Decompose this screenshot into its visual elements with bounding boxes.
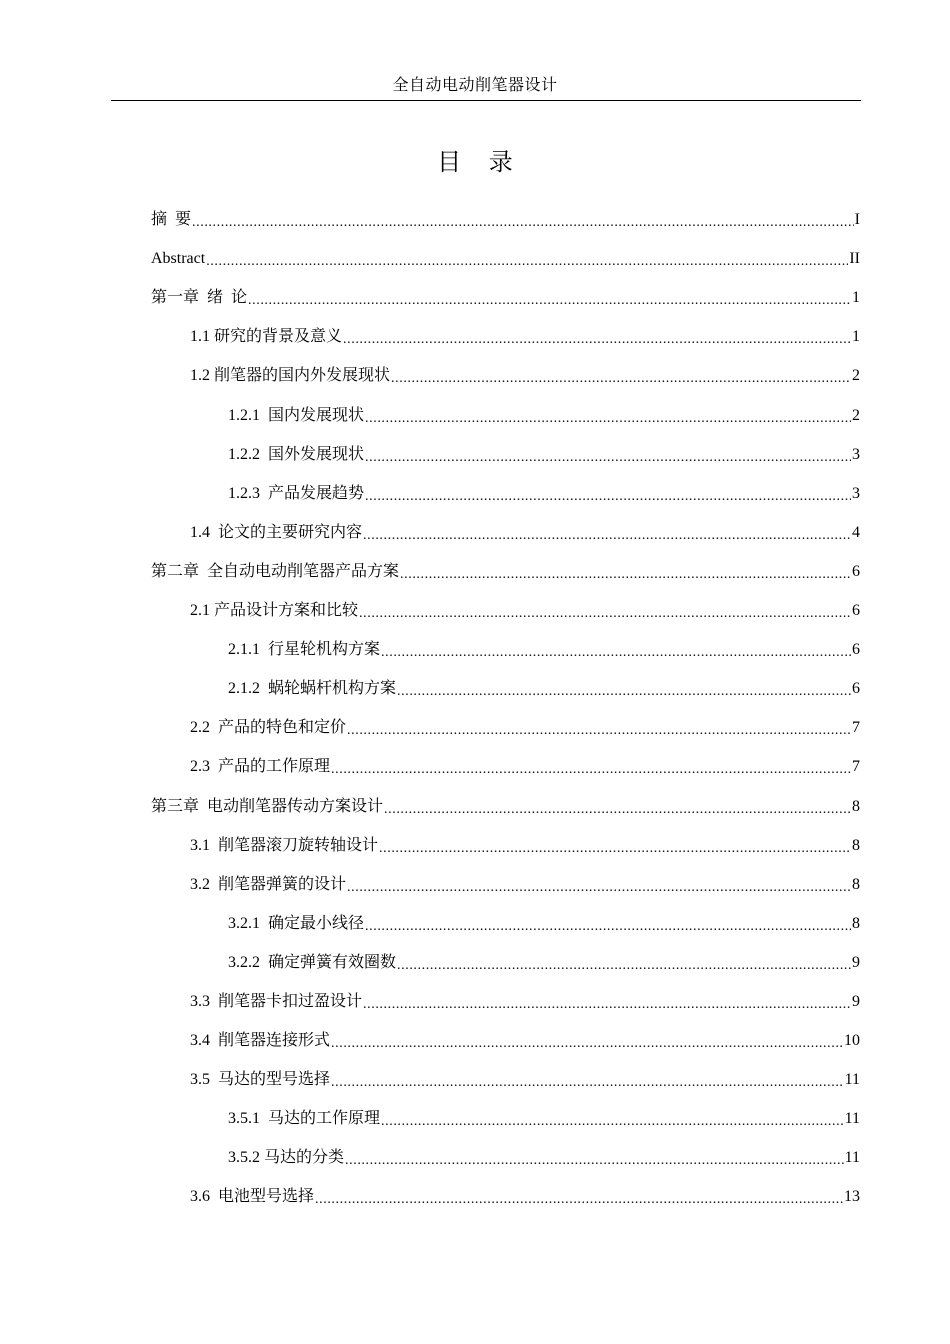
toc-entry-page-number: 2 (852, 406, 860, 424)
dot-leader (331, 1067, 844, 1093)
toc-entry-page-number: 7 (852, 719, 860, 737)
dot-leader (343, 324, 851, 350)
running-header-title: 全自动电动削笔器设计 (392, 77, 558, 94)
toc-entry-label: Abstract (151, 250, 206, 268)
toc-entry-label: 1.2.3 产品发展趋势 (228, 484, 365, 502)
dot-leader (331, 1028, 843, 1054)
toc-entry-page-number: 10 (844, 1032, 860, 1050)
toc-entry-label: 1.2.2 国外发展现状 (228, 445, 365, 463)
dot-leader (248, 285, 851, 311)
toc-entry-label: 2.2 产品的特色和定价 (190, 719, 347, 737)
dot-leader (345, 1145, 844, 1171)
toc-heading: 目 录 (437, 148, 523, 176)
toc-entry[interactable] (151, 663, 860, 702)
dot-leader (365, 442, 851, 468)
toc-entry-label: 1.2.1 国内发展现状 (228, 406, 365, 424)
dot-leader (359, 598, 851, 624)
toc-entry-page-number: I (854, 211, 860, 229)
dot-leader (381, 1106, 844, 1132)
dot-leader (400, 559, 851, 585)
toc-entry-page-number: 9 (852, 992, 860, 1010)
toc-entry-label: 1.2 削笔器的国内外发展现状 (190, 367, 391, 385)
dot-leader (192, 207, 854, 233)
toc-entry-label: 1.4 论文的主要研究内容 (190, 523, 363, 541)
toc-entry-label: 第二章 全自动电动削笔器产品方案 (151, 562, 400, 580)
toc-entry-page-number: 1 (852, 289, 860, 307)
toc-entry[interactable] (151, 624, 860, 663)
toc-entry[interactable] (151, 820, 860, 859)
toc-entry-page-number: 6 (852, 602, 860, 620)
toc-entry-label: 3.5 马达的型号选择 (190, 1071, 331, 1089)
toc-entry-page-number: 8 (852, 797, 860, 815)
toc-entry[interactable] (151, 546, 860, 585)
toc-entry[interactable] (151, 507, 860, 546)
toc-entry-label: 3.4 削笔器连接形式 (190, 1032, 331, 1050)
toc-entry-page-number: 6 (852, 680, 860, 698)
dot-leader (381, 637, 851, 663)
toc-entry[interactable] (151, 468, 860, 507)
toc-entry[interactable] (151, 429, 860, 468)
dot-leader (347, 715, 851, 741)
toc-entry-page-number: 4 (852, 523, 860, 541)
toc-entry-page-number: 2 (852, 367, 860, 385)
toc-entry[interactable] (151, 585, 860, 624)
table-of-contents (151, 194, 860, 1210)
toc-entry-page-number: 7 (852, 758, 860, 776)
toc-entry-page-number: 1 (852, 328, 860, 346)
dot-leader (365, 403, 851, 429)
toc-entry-label: 第三章 电动削笔器传动方案设计 (151, 797, 384, 815)
dot-leader (315, 1184, 843, 1210)
toc-entry[interactable] (151, 272, 860, 311)
toc-entry-label: 3.2 削笔器弹簧的设计 (190, 875, 347, 893)
toc-entry-label: 3.2.1 确定最小线径 (228, 914, 365, 932)
toc-entry[interactable] (151, 780, 860, 819)
toc-entry-label: 3.2.2 确定弹簧有效圈数 (228, 953, 397, 971)
toc-entry[interactable] (151, 1171, 860, 1210)
toc-entry-label: 2.1 产品设计方案和比较 (190, 602, 359, 620)
toc-entry-label: 1.1 研究的背景及意义 (190, 328, 343, 346)
toc-entry-page-number: 3 (852, 445, 860, 463)
toc-entry-page-number: 8 (852, 836, 860, 854)
toc-entry-page-number: 8 (852, 875, 860, 893)
toc-entry[interactable] (151, 1015, 860, 1054)
toc-entry-label: 2.3 产品的工作原理 (190, 758, 331, 776)
dot-leader (363, 520, 851, 546)
toc-entry-label: 摘 要 (151, 211, 192, 229)
toc-entry-label: 3.1 削笔器滚刀旋转轴设计 (190, 836, 379, 854)
dot-leader (384, 794, 851, 820)
dot-leader (365, 481, 851, 507)
toc-entry[interactable] (151, 1093, 860, 1132)
dot-leader (397, 950, 851, 976)
dot-leader (397, 676, 851, 702)
toc-entry-label: 3.6 电池型号选择 (190, 1188, 315, 1206)
toc-entry-label: 3.5.1 马达的工作原理 (228, 1110, 381, 1128)
toc-entry-label: 2.1.2 蜗轮蜗杆机构方案 (228, 680, 397, 698)
toc-entry[interactable] (151, 389, 860, 428)
dot-leader (379, 833, 851, 859)
toc-entry-label: 2.1.1 行星轮机构方案 (228, 641, 381, 659)
dot-leader (365, 911, 851, 937)
toc-entry-page-number: 9 (852, 953, 860, 971)
dot-leader (347, 872, 851, 898)
toc-entry-label: 3.5.2 马达的分类 (228, 1149, 345, 1167)
toc-entry[interactable] (151, 859, 860, 898)
toc-entry[interactable] (151, 702, 860, 741)
toc-entry-page-number: 11 (844, 1110, 860, 1128)
toc-entry-page-number: 8 (852, 914, 860, 932)
toc-entry[interactable] (151, 194, 860, 233)
toc-entry[interactable] (151, 741, 860, 780)
dot-leader (391, 363, 851, 389)
toc-entry[interactable] (151, 233, 860, 272)
toc-entry[interactable] (151, 1132, 860, 1171)
toc-entry-label: 第一章 绪 论 (151, 289, 248, 307)
toc-entry-page-number: 3 (852, 484, 860, 502)
dot-leader (363, 989, 851, 1015)
toc-entry[interactable] (151, 1054, 860, 1093)
toc-entry-page-number: 11 (844, 1071, 860, 1089)
toc-entry-page-number: II (849, 250, 860, 268)
toc-entry-page-number: 11 (844, 1149, 860, 1167)
dot-leader (331, 754, 851, 780)
toc-entry[interactable] (151, 898, 860, 937)
dot-leader (206, 246, 848, 272)
toc-entry-page-number: 13 (844, 1188, 860, 1206)
toc-entry[interactable] (151, 937, 860, 976)
toc-entry[interactable] (151, 311, 860, 350)
toc-entry[interactable] (151, 350, 860, 389)
header-divider (111, 100, 861, 101)
toc-entry-label: 3.3 削笔器卡扣过盈设计 (190, 992, 363, 1010)
toc-entry-page-number: 6 (852, 641, 860, 659)
toc-entry-page-number: 6 (852, 562, 860, 580)
toc-entry[interactable] (151, 976, 860, 1015)
